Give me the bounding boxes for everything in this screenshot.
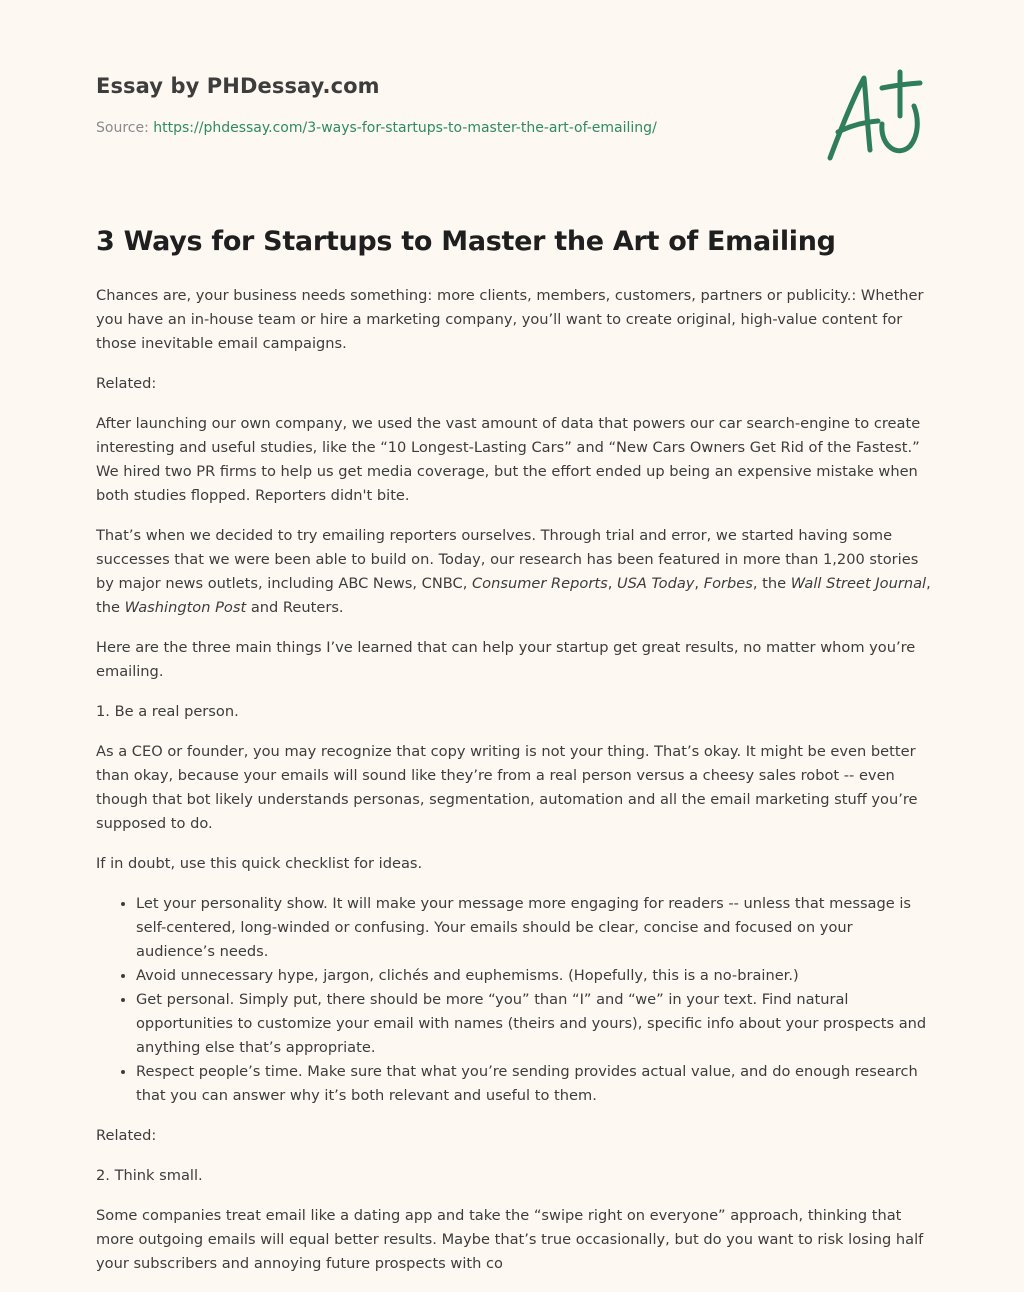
- text-span: , the: [752, 575, 791, 592]
- list-item: • Let your personality show. It will make your message more engaging for readers -- unless that message is self-centered, long-winded or confusing. Your emails should be clear, concise and focused on your audience’s needs.: [136, 892, 932, 964]
- source-label: Source:: [96, 120, 149, 136]
- paragraph-intro: Chances are, your business needs something: more clients, members, customers, partners or publicity.: Whether you have an in-house team or hire a marketing company, you’ll want to create original, high-value content for those inevitable email campaigns.: [96, 287, 924, 352]
- paragraph-launch: After launching our own company, we used the vast amount of data that powers our car search-engine to create interesting and useful studies, like the “10 Longest-Lasting Cars” and “New Cars Owners Get Rid of the Fastest.” We hired two PR firms to help us get media coverage, but the effort ended up being an expensive mistake when both studies flopped. Reporters didn't bite.: [96, 415, 921, 504]
- paragraph-three-things: Here are the three main things I’ve learned that can help your startup get great results, no matter whom you’re emailing.: [96, 639, 916, 680]
- site-brand: Essay by PHDessay.com: [96, 74, 380, 98]
- article: [96, 226, 932, 1292]
- text-span: ,: [694, 575, 704, 592]
- related-label: Related:: [96, 1127, 157, 1144]
- a-plus-logo-icon: [820, 66, 930, 166]
- list-item: • Avoid unnecessary hype, jargon, clichés and euphemisms. (Hopefully, this is a no-brainer.): [136, 964, 932, 988]
- paragraph-trial: [96, 524, 932, 620]
- text-span: ,: [607, 575, 617, 592]
- article-title: 3 Ways for Startups to Master the Art of Emailing: [96, 226, 836, 257]
- section-heading-2: 2. Think small.: [96, 1167, 203, 1184]
- text-span: and Reuters.: [246, 599, 344, 616]
- paragraph-checklist-intro: If in doubt, use this quick checklist for ideas.: [96, 855, 423, 872]
- outlet-forbes: Forbes: [703, 575, 753, 592]
- paragraph-think-small: Some companies treat email like a dating app and take the “swipe right on everyone” approach, thinking that more outgoing emails will equal better results. Maybe that’s true occasionally, but do you want to risk losing half your subscribers and annoying future prospects with co: [96, 1207, 924, 1272]
- checklist: [96, 892, 932, 1108]
- list-item: • Get personal. Simply put, there should be more “you” than “I” and “we” in your text. Find natural opportunities to customize your email with names (theirs and yours), specific info about your prospects and anything else that’s appropriate.: [136, 988, 932, 1060]
- outlet-consumer-reports: Consumer Reports: [471, 575, 608, 592]
- outlet-wsj: Wall Street Journal: [790, 575, 927, 592]
- list-item: • Respect people’s time. Make sure that what you’re sending provides actual value, and do enough research that you can answer why it’s both relevant and useful to them.: [136, 1060, 932, 1108]
- text-span: That’s when we decided to try emailing reporters ourselves. Through trial and error, we started having some successes that we were been able to build on. Today, our research has been featured in more than 1,200 stories by major news outlets, including ABC News, CNBC,: [96, 527, 919, 592]
- outlet-washington-post: Washington Post: [124, 599, 247, 616]
- section-heading-1: 1. Be a real person.: [96, 703, 239, 720]
- page-header: [96, 74, 796, 136]
- text-span: , the: [96, 575, 931, 616]
- source-link[interactable]: https://phdessay.com/3-ways-for-startups-to-master-the-art-of-emailing/: [153, 120, 657, 136]
- related-label: Related:: [96, 375, 157, 392]
- outlet-usa-today: USA Today: [616, 575, 695, 592]
- paragraph-ceo: As a CEO or founder, you may recognize that copy writing is not your thing. That’s okay. It might be even better than okay, because your emails will sound like they’re from a real person versus a cheesy sales robot -- even though that bot likely understands personas, segmentation, automation and all the email marketing stuff you’re supposed to do.: [96, 743, 918, 832]
- source-line: [96, 120, 796, 136]
